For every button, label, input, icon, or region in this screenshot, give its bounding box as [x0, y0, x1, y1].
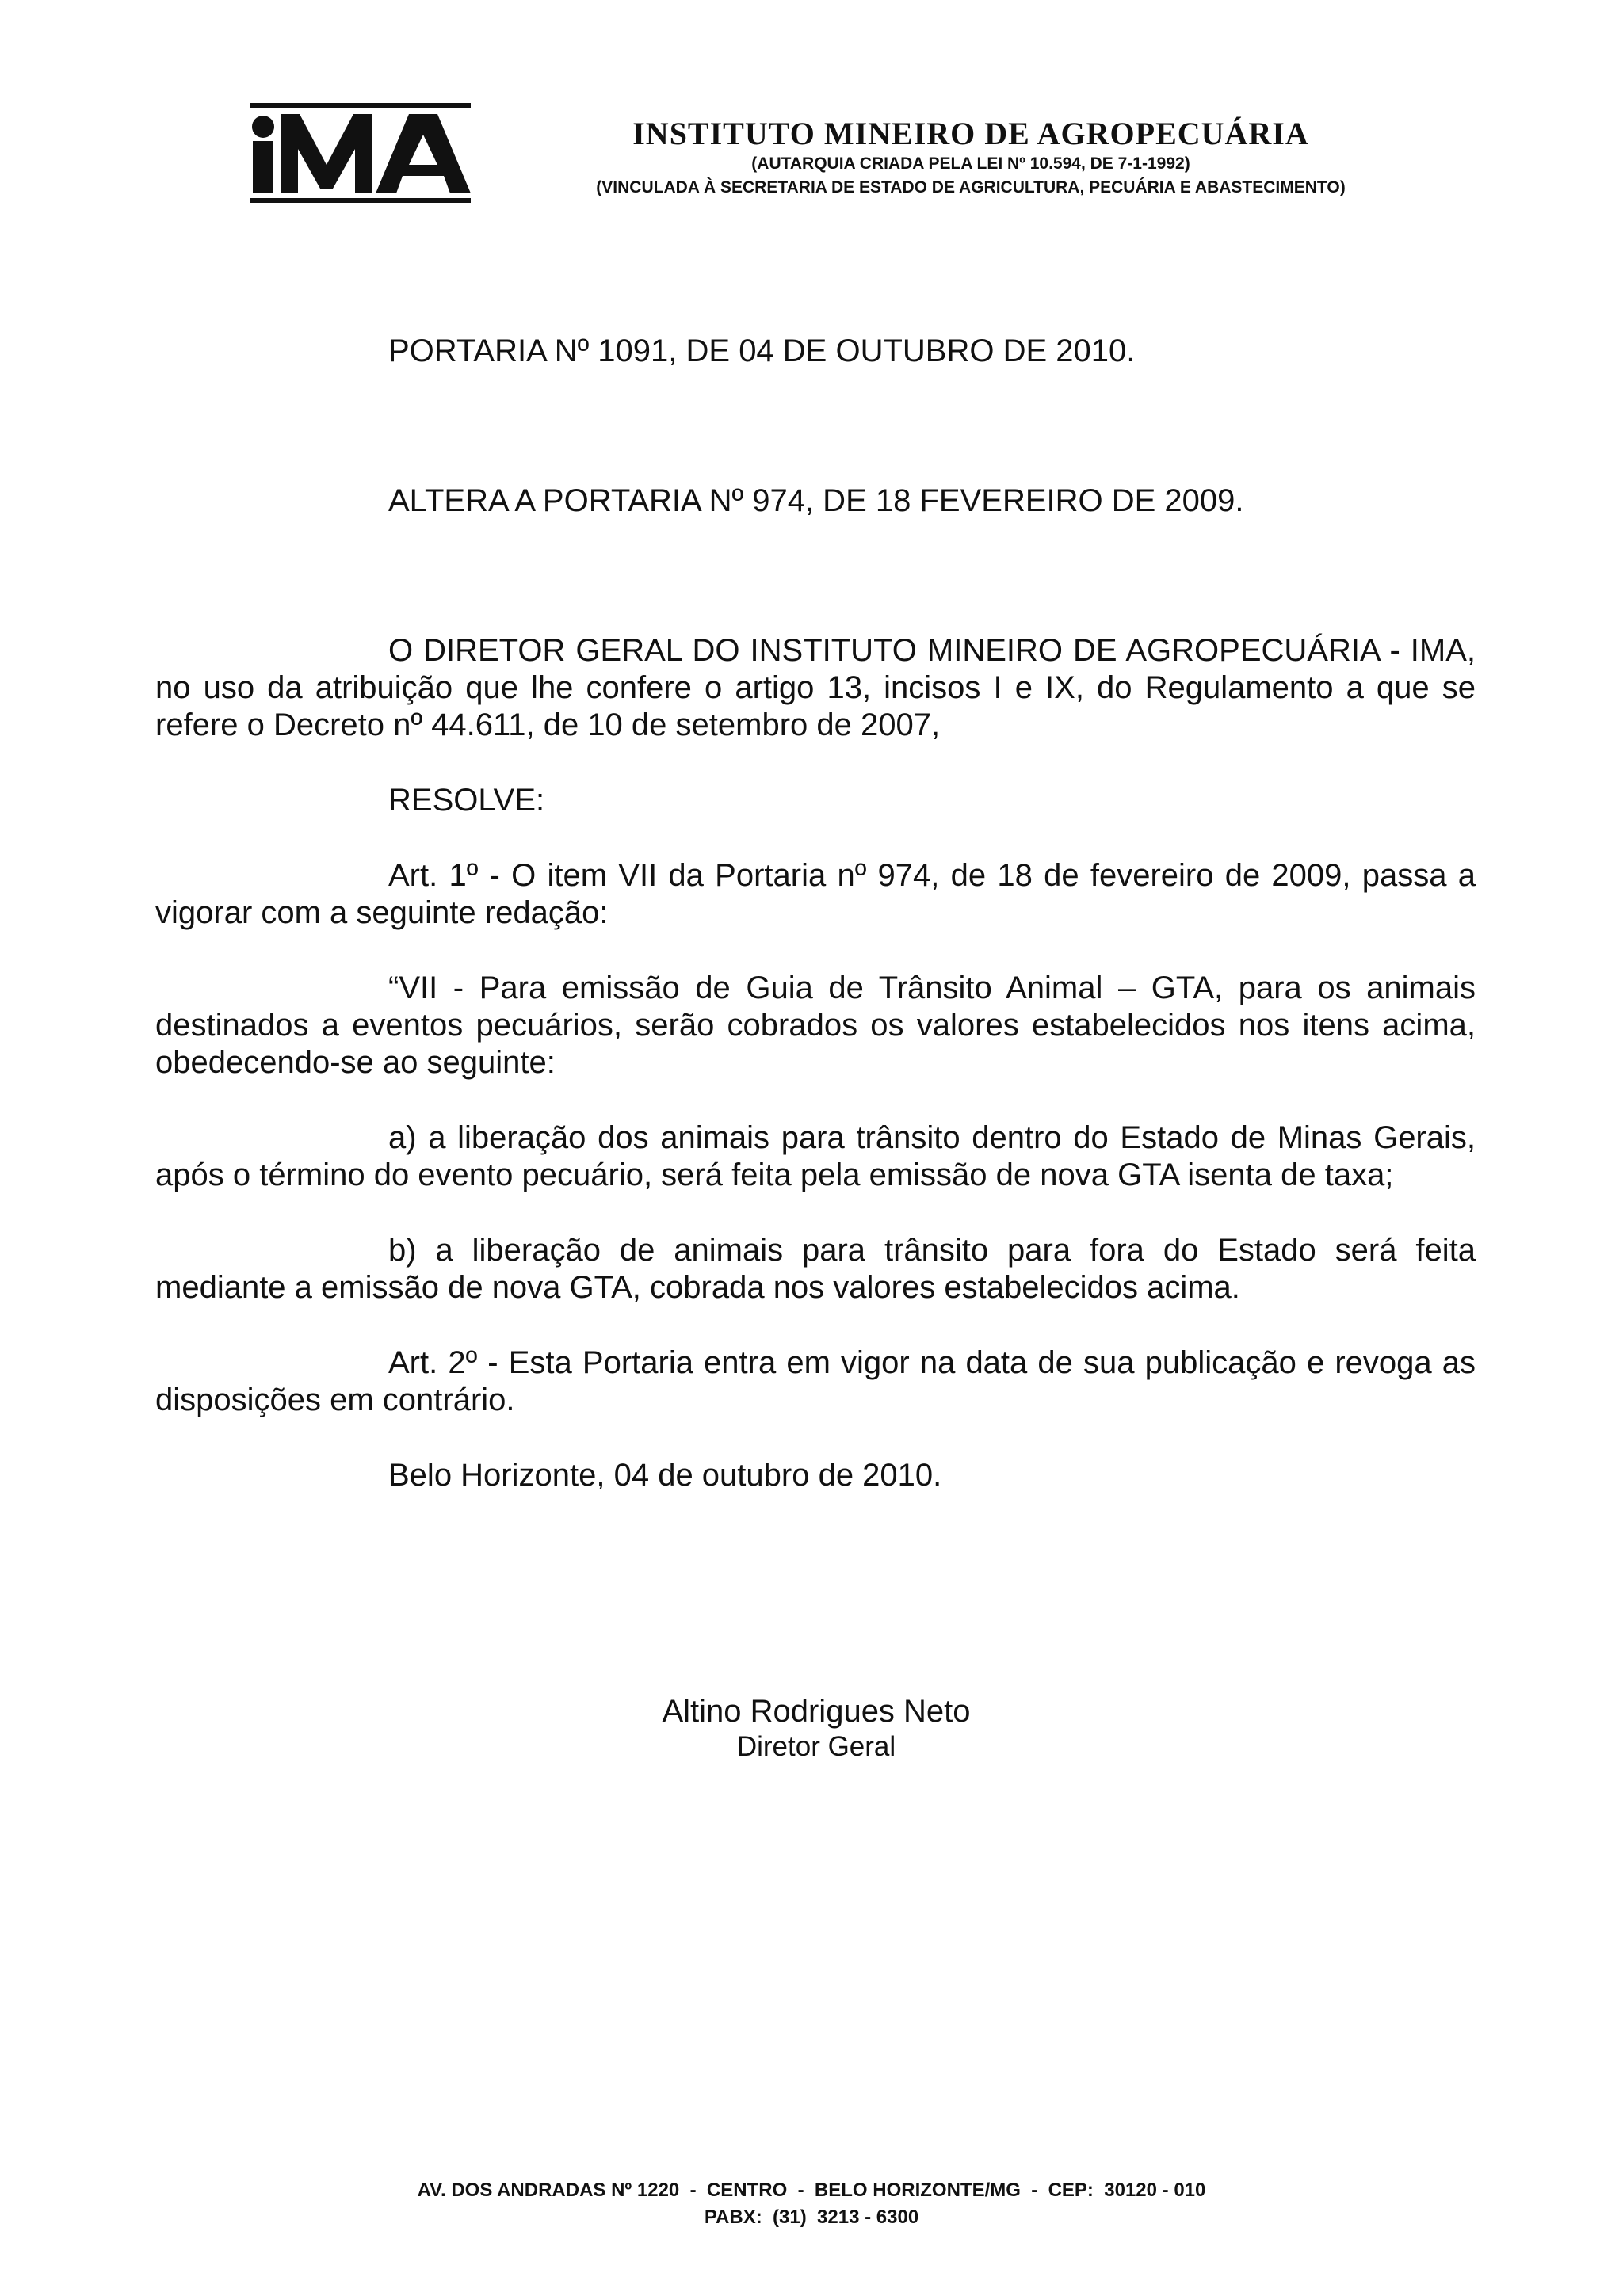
signatory-role: Diretor Geral: [736, 1731, 896, 1762]
footer-address: AV. DOS ANDRADAS Nº 1220 - CENTRO - BELO HORIZONTE/MG - CEP: 30120 - 010: [417, 2180, 1206, 2201]
footer-phone: PABX: (31) 3213 - 6300: [704, 2206, 919, 2228]
preamble-paragraph: O DIRETOR GERAL DO INSTITUTO MINEIRO DE AGROPECUÁRIA - IMA, no uso da atribuição que lhe confere o artigo 13, incisos I e IX, do Regulamento a que se refere o Decreto nº 44.611, de 10 de setembro de 2007,: [155, 633, 1476, 742]
document-summary: ALTERA A PORTARIA Nº 974, DE 18 FEVEREIRO DE 2009.: [388, 483, 1244, 518]
ima-logo: [250, 103, 471, 203]
item-vii: “VII - Para emissão de Guia de Trânsito Animal – GTA, para os animais destinados a eventos pecuários, serão cobrados os valores estabelecidos nos itens acima, obedecendo-se ao seguinte:: [155, 971, 1476, 1080]
letterhead: [0, 0, 1623, 214]
institution-subtitle-law: (AUTARQUIA CRIADA PELA LEI Nº 10.594, DE 7-1-1992): [751, 154, 1190, 173]
item-b: b) a liberação de animais para trânsito para fora do Estado será feita mediante a emissão de nova GTA, cobrada nos valores estabelecidos acima.: [155, 1233, 1476, 1305]
institution-subtitle-secretariat: (VINCULADA À SECRETARIA DE ESTADO DE AGRICULTURA, PECUÁRIA E ABASTECIMENTO): [596, 178, 1346, 196]
document-body: [155, 333, 1476, 1494]
signatory-name: Altino Rodrigues Neto: [662, 1694, 971, 1729]
article-1: Art. 1º - O item VII da Portaria nº 974, de 18 de fevereiro de 2009, passa a vigorar com a seguinte redação:: [155, 858, 1476, 930]
institution-name: INSTITUTO MINEIRO DE AGROPECUÁRIA: [632, 116, 1309, 151]
item-a: a) a liberação dos animais para trânsito dentro do Estado de Minas Gerais, após o término do evento pecuário, será feita pela emissão de nova GTA isenta de taxa;: [155, 1120, 1476, 1192]
footer: [0, 2177, 1623, 2231]
letterhead-text: [475, 116, 1466, 200]
place-and-date: Belo Horizonte, 04 de outubro de 2010.: [388, 1458, 942, 1493]
resolve-heading: RESOLVE:: [388, 783, 545, 818]
document-title: PORTARIA Nº 1091, DE 04 DE OUTUBRO DE 2010.: [388, 334, 1136, 368]
article-2: Art. 2º - Esta Portaria entra em vigor na data de sua publicação e revoga as disposições em contrário.: [155, 1345, 1476, 1417]
